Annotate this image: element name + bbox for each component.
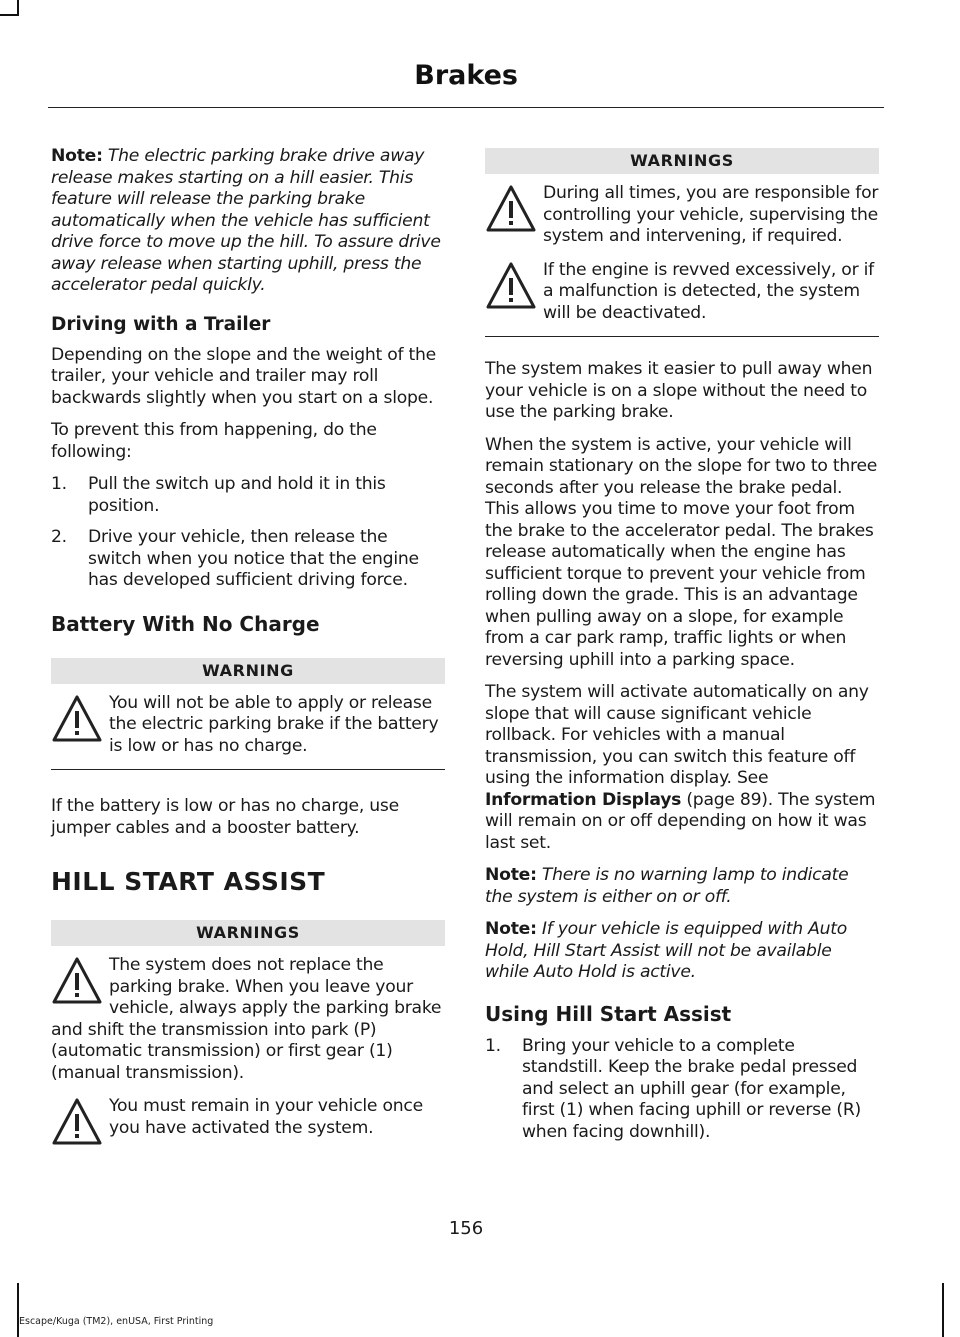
warning-triangle-icon — [485, 181, 537, 237]
heading-using-hill-start-assist: Using Hill Start Assist — [485, 1001, 732, 1026]
crop-mark — [0, 14, 18, 16]
warning-box-title: WARNINGS — [51, 920, 445, 946]
warning-item: If the engine is revved excessively, or if a malfunction is detected, the system will be deactivated. — [485, 260, 879, 325]
warning-item: The system does not replace the parking brake. When you leave your vehicle, always apply the parking brake and shift the transmission into park (P) (automatic transmission) or first gear (1) (manual transmission). — [51, 955, 442, 1083]
header-divider — [48, 107, 884, 108]
list-item: 1. Bring your vehicle to a complete standstill. Keep the brake pedal pressed and select an uphill gear (for example, first (1) when facing uphill or reverse (R) when facing downhill). — [485, 1035, 862, 1142]
warning-item: You must remain in your vehicle once you have activated the system. — [51, 1096, 445, 1139]
left-column — [51, 146, 445, 1151]
list-item: 1. Pull the switch up and hold it in this position. — [51, 474, 386, 516]
hsa-paragraph-2: When the system is active, your vehicle will remain stationary on the slope for two to three seconds after you release the brake pedal. This allows you time to move your foot from the brake to the accelerator pedal. The brakes release automatically when the engine has sufficient torque to prevent your vehicle from rolling down the grade. This is an advantage when pulling away on a slope, for example from a car park ramp, traffic lights or when reversing uphill into a parking space. — [485, 434, 878, 670]
warning-divider — [485, 336, 879, 337]
note-drive-away: Note: The electric parking brake drive away release makes starting on a hill easier. This feature will release the parking brake automatically when the vehicle has sufficient drive force to move up the hill. To assure drive away release when starting uphill, press the accelerator pedal quickly. — [51, 146, 441, 295]
warning-divider — [51, 769, 445, 770]
warning-box-title: WARNING — [51, 658, 445, 684]
warning-item: During all times, you are responsible for controlling your vehicle, supervising the system and intervening, if required. — [485, 183, 879, 248]
battery-paragraph: If the battery is low or has no charge, use jumper cables and a booster battery. — [51, 796, 399, 838]
warning-box-title: WARNINGS — [485, 148, 879, 174]
list-item: 2. Drive your vehicle, then release the switch when you notice that the engine has developed sufficient driving force. — [51, 527, 419, 590]
page-title: Brakes — [414, 60, 518, 91]
crop-mark — [17, 1283, 19, 1337]
note-auto-hold: Note: If your vehicle is equipped with Auto Hold, Hill Start Assist will not be available while Auto Hold is active. — [485, 919, 847, 982]
warning-triangle-icon — [485, 258, 537, 314]
hsa-paragraph-3: The system will activate automatically on any slope that will cause significant vehicle rollback. For vehicles with a manual transmission, you can switch this feature off using the information display. See Information Displays (page 89). The system will remain on or off depending on how it was last set. — [485, 682, 876, 853]
note-warning-lamp: Note: There is no warning lamp to indicate the system is either on or off. — [485, 865, 849, 907]
heading-driving-with-trailer: Driving with a Trailer — [51, 313, 271, 335]
section-heading-hill-start-assist: HILL START ASSIST — [51, 867, 326, 896]
page-number: 156 — [448, 1218, 484, 1239]
heading-battery-no-charge: Battery With No Charge — [51, 611, 320, 636]
trailer-paragraph: Depending on the slope and the weight of the trailer, your vehicle and trailer may roll backwards slightly when you start on a slope. — [51, 344, 436, 408]
hsa-paragraph-1: The system makes it easier to pull away when your vehicle is on a slope without the need to use the parking brake. — [485, 359, 873, 422]
footer-print-info: Escape/Kuga (TM2), enUSA, First Printing — [19, 1316, 214, 1327]
trailer-instructions: To prevent this from happening, do the following: — [51, 420, 377, 462]
warning-triangle-icon — [51, 953, 103, 1009]
warning-item: You will not be able to apply or release the electric parking brake if the battery is low or has no charge. — [51, 693, 445, 758]
right-column — [485, 146, 879, 1153]
crop-mark — [942, 1283, 944, 1337]
crop-mark — [17, 0, 19, 16]
information-displays-link[interactable]: Information Displays — [485, 789, 682, 810]
warning-triangle-icon — [51, 1094, 103, 1150]
warning-triangle-icon — [51, 691, 103, 747]
